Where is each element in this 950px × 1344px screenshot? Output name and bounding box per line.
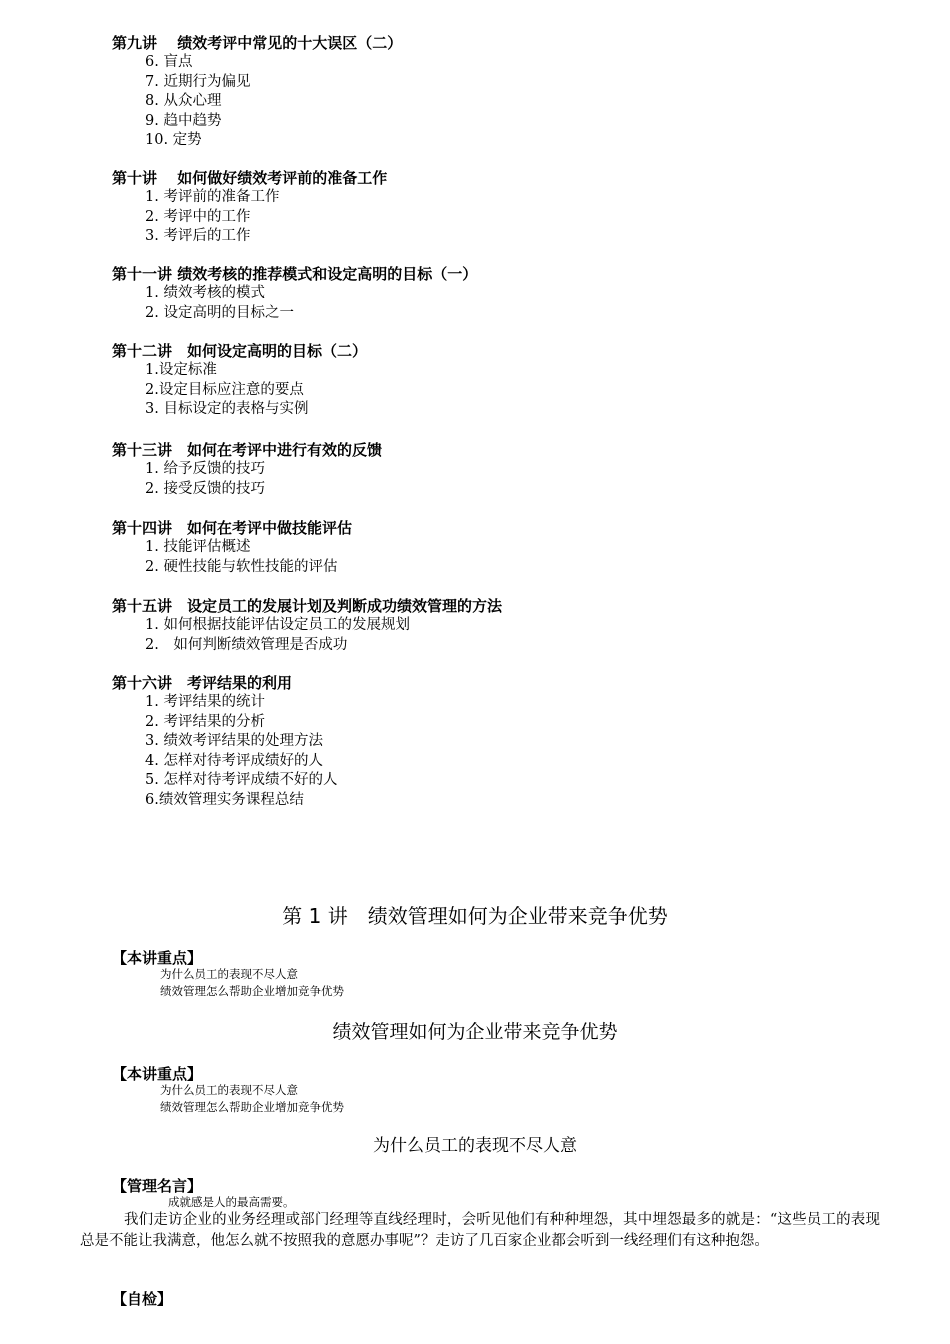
focus-list <box>160 1082 344 1116</box>
outline-item: 9. 趋中趋势 <box>145 112 222 129</box>
focus-list <box>160 966 344 1000</box>
outline-item: 3. 目标设定的表格与实例 <box>145 401 309 417</box>
lecture-title: 第十五讲 设定员工的发展计划及判断成功绩效管理的方法 <box>112 597 503 615</box>
outline-item: 2. 如何判断绩效管理是否成功 <box>145 636 348 653</box>
motto-text <box>168 1194 295 1211</box>
outline-lecture-15 <box>112 596 502 655</box>
motto-label: 【管理名言】 <box>112 1177 203 1195</box>
outline-item: 1.设定标准 <box>145 362 217 378</box>
outline-item: 10. 定势 <box>145 132 202 148</box>
outline-item: 3. 考评后的工作 <box>145 228 251 244</box>
outline-item: 2. 考评结果的分析 <box>145 713 265 730</box>
outline-lecture-9 <box>112 33 402 151</box>
outline-lecture-16 <box>112 673 337 810</box>
outline-item: 2. 设定高明的目标之一 <box>145 304 294 321</box>
focus-item: 绩效管理怎么帮助企业增加竞争优势 <box>160 984 344 998</box>
outline-item: 1. 考评结果的统计 <box>145 694 265 710</box>
outline-lecture-13 <box>112 440 382 499</box>
outline-item: 1. 如何根据技能评估设定员工的发展规划 <box>145 617 410 633</box>
outline-lecture-11 <box>112 264 477 323</box>
outline-item: 6.绩效管理实务课程总结 <box>145 791 304 808</box>
selfcheck-label: 【自检】 <box>112 1290 173 1308</box>
outline-item: 6. 盲点 <box>145 54 193 70</box>
lecture-title: 第十六讲 考评结果的利用 <box>112 674 293 692</box>
outline-item: 1. 给予反馈的技巧 <box>145 461 265 477</box>
outline-item: 2. 考评中的工作 <box>145 208 251 225</box>
lesson-heading: 第 1 讲 绩效管理如何为企业带来竞争优势 <box>282 904 668 928</box>
lecture-title: 第九讲 绩效考评中常见的十大误区（二） <box>112 34 403 52</box>
lecture-title: 第十二讲 如何设定高明的目标（二） <box>112 342 368 360</box>
focus-label: 【本讲重点】 <box>112 1065 203 1083</box>
outline-item: 4. 怎样对待考评成绩好的人 <box>145 752 323 769</box>
lecture-title: 第十四讲 如何在考评中做技能评估 <box>112 519 353 537</box>
focus-item: 绩效管理怎么帮助企业增加竞争优势 <box>160 1100 344 1114</box>
outline-item: 7. 近期行为偏见 <box>145 73 251 90</box>
outline-item: 2. 接受反馈的技巧 <box>145 480 265 497</box>
lecture-title: 第十一讲 绩效考核的推荐模式和设定高明的目标（一） <box>112 265 478 283</box>
outline-item: 1. 绩效考核的模式 <box>145 285 265 301</box>
motto-line: 成就感是人的最高需要。 <box>168 1195 295 1209</box>
lecture-title: 第十讲 如何做好绩效考评前的准备工作 <box>112 169 388 187</box>
lecture-title: 第十三讲 如何在考评中进行有效的反馈 <box>112 441 383 459</box>
outline-item: 5. 怎样对待考评成绩不好的人 <box>145 772 338 788</box>
outline-lecture-12 <box>112 341 367 420</box>
outline-item: 3. 绩效考评结果的处理方法 <box>145 733 323 749</box>
subsection-heading: 为什么员工的表现不尽人意 <box>373 1136 577 1156</box>
outline-item: 1. 考评前的准备工作 <box>145 189 280 205</box>
outline-item: 2.设定目标应注意的要点 <box>145 381 304 398</box>
outline-item: 1. 技能评估概述 <box>145 539 251 555</box>
outline-lecture-14 <box>112 518 352 577</box>
focus-item: 为什么员工的表现不尽人意 <box>160 1083 298 1097</box>
outline-item: 2. 硬性技能与软性技能的评估 <box>145 558 338 575</box>
section-heading: 绩效管理如何为企业带来竞争优势 <box>332 1021 618 1043</box>
body-paragraph: 我们走访企业的业务经理或部门经理等直线经理时，会听见他们有种种埋怨，其中埋怨最多的就是：“这些员工的表现总是不能让我满意，他怎么就不按照我的意愿办事呢”？走访了几百家企业都会听到一线经理们有这种抱怨。 <box>80 1212 880 1249</box>
focus-label: 【本讲重点】 <box>112 949 203 967</box>
focus-item: 为什么员工的表现不尽人意 <box>160 967 298 981</box>
outline-item: 8. 从众心理 <box>145 93 222 109</box>
outline-lecture-10 <box>112 168 387 247</box>
